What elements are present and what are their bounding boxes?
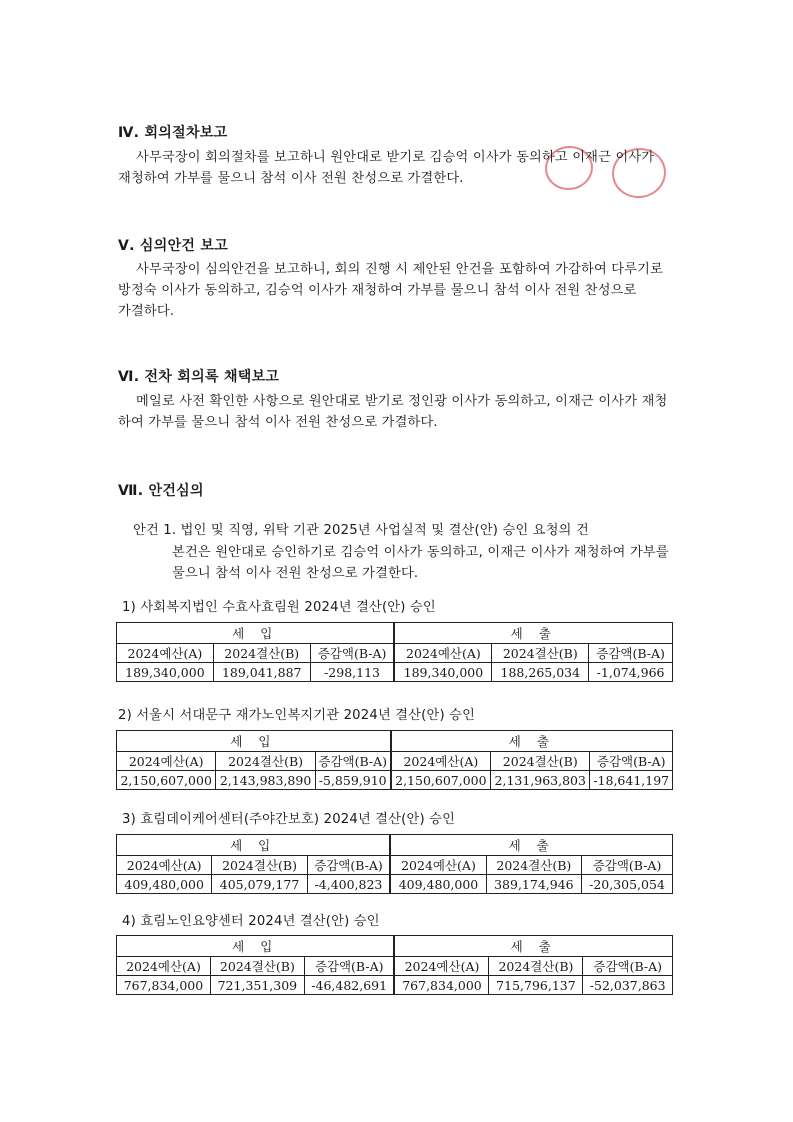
table-cell: -4,400,823 (307, 875, 390, 894)
paragraph-line: 하여 가부를 물으니 참석 이사 전원 찬성으로 가결하다. (118, 415, 438, 430)
paragraph-line: 본건은 원안대로 승인하기로 김승억 이사가 동의하고, 이재근 이사가 재청하여 가부를 (172, 545, 669, 560)
table-cell: -46,482,691 (304, 976, 394, 995)
column-header: 증감액(B-A) (589, 644, 673, 663)
column-header: 2024결산(B) (213, 644, 310, 663)
column-header: 2024예산(A) (391, 752, 491, 771)
table-cell: 409,480,000 (390, 875, 486, 894)
column-header: 2024예산(A) (394, 644, 491, 663)
column-header: 증감액(B-A) (583, 957, 673, 976)
column-header: 2024예산(A) (117, 856, 212, 875)
table-header-row (117, 856, 673, 875)
table-row (117, 976, 673, 995)
column-header: 증감액(B-A) (582, 856, 673, 875)
income-header: 세 입 (117, 835, 391, 856)
table-cell: 189,041,887 (213, 663, 310, 682)
settlement-table-4 (116, 935, 673, 995)
column-header: 2024예산(A) (117, 957, 211, 976)
column-header: 2024예산(A) (390, 856, 486, 875)
column-header: 증감액(B-A) (307, 856, 390, 875)
table-2-title: 2) 서울시 서대문구 재가노인복지기관 2024년 결산(안) 승인 (118, 708, 476, 723)
table-1-title: 1) 사회복지법인 수효사효림원 2024년 결산(안) 승인 (122, 600, 436, 615)
paragraph-line: 재청하여 가부를 물으니 참석 이사 전원 찬성으로 가결한다. (118, 171, 464, 186)
table-cell: 189,340,000 (117, 663, 214, 682)
column-header: 2024결산(B) (486, 856, 581, 875)
section-4-body (118, 147, 654, 189)
column-header: 2024결산(B) (491, 752, 590, 771)
table-4-title: 4) 효림노인요양센터 2024년 결산(안) 승인 (122, 914, 380, 929)
table-cell: -20,305,054 (582, 875, 673, 894)
column-header: 2024결산(B) (212, 856, 307, 875)
table-cell: 189,340,000 (394, 663, 491, 682)
table-cell: 715,796,137 (489, 976, 583, 995)
paragraph-line: 메일로 사전 확인한 사항으로 원안대로 받기로 정인광 이사가 동의하고, 이재근 이사가 재청 (136, 394, 668, 409)
column-header: 2024예산(A) (394, 957, 489, 976)
table-cell: -1,074,966 (589, 663, 673, 682)
table-cell: 2,143,983,890 (216, 771, 315, 790)
income-header: 세 입 (117, 623, 395, 644)
income-header: 세 입 (117, 936, 395, 957)
table-header-row (117, 957, 673, 976)
table-header-row (117, 644, 673, 663)
settlement-table-3 (116, 834, 673, 894)
section-6-body (118, 391, 667, 433)
column-header: 2024예산(A) (117, 752, 216, 771)
table-header-row (117, 752, 673, 771)
table-cell: -52,037,863 (583, 976, 673, 995)
settlement-table-2 (116, 730, 673, 790)
table-cell: 389,174,946 (486, 875, 581, 894)
column-header: 증감액(B-A) (304, 957, 394, 976)
column-header: 2024결산(B) (210, 957, 304, 976)
column-header: 2024결산(B) (216, 752, 315, 771)
column-header: 증감액(B-A) (590, 752, 673, 771)
expense-header: 세 출 (394, 936, 672, 957)
section-5-body (118, 259, 663, 322)
column-header: 증감액(B-A) (310, 644, 394, 663)
paragraph-line: 사무국장이 회의절차를 보고하니 원안대로 받기로 김승억 이사가 동의하고 이재근 이사가 (136, 150, 655, 165)
table-row (117, 875, 673, 894)
column-header: 2024예산(A) (117, 644, 214, 663)
table-cell: 188,265,034 (492, 663, 589, 682)
table-cell: 767,834,000 (117, 976, 211, 995)
agenda-body (172, 542, 669, 584)
section-heading-6: Ⅵ. 전차 회의록 채택보고 (118, 369, 280, 385)
table-cell: -18,641,197 (590, 771, 673, 790)
section-heading-4: Ⅳ. 회의절차보고 (118, 125, 228, 141)
income-header: 세 입 (117, 731, 391, 752)
paragraph-line: 방정숙 이사가 동의하고, 김승억 이사가 재청하여 가부를 물으니 참석 이사 전원 찬성으로 (118, 283, 637, 298)
column-header: 2024결산(B) (492, 644, 589, 663)
table-cell: 721,351,309 (210, 976, 304, 995)
settlement-table-1 (116, 622, 673, 682)
table-cell: -5,859,910 (315, 771, 390, 790)
paragraph-line: 사무국장이 심의안건을 보고하니, 회의 진행 시 제안된 안건을 포함하여 가감하여 다루기로 (136, 262, 664, 277)
table-3-title: 3) 효림데이케어센터(주야간보호) 2024년 결산(안) 승인 (122, 812, 456, 827)
expense-header: 세 출 (390, 835, 672, 856)
table-cell: 405,079,177 (212, 875, 307, 894)
table-row (117, 771, 673, 790)
paragraph-line: 물으니 참석 이사 전원 찬성으로 가결한다. (172, 566, 419, 581)
table-cell: -298,113 (310, 663, 394, 682)
table-cell: 767,834,000 (394, 976, 489, 995)
table-cell: 409,480,000 (117, 875, 212, 894)
paragraph-line: 가결하다. (118, 304, 175, 319)
column-header: 증감액(B-A) (315, 752, 390, 771)
column-header: 2024결산(B) (489, 957, 583, 976)
section-heading-5: Ⅴ. 심의안건 보고 (118, 238, 229, 254)
table-cell: 2,131,963,803 (491, 771, 590, 790)
table-cell: 2,150,607,000 (391, 771, 491, 790)
table-cell: 2,150,607,000 (117, 771, 216, 790)
agenda-title: 안건 1. 법인 및 직영, 위탁 기관 2025년 사업실적 및 결산(안) 승인 요청의 건 (133, 523, 589, 538)
table-row (117, 663, 673, 682)
expense-header: 세 출 (391, 731, 673, 752)
section-heading-7: Ⅶ. 안건심의 (118, 483, 204, 499)
expense-header: 세 출 (394, 623, 672, 644)
